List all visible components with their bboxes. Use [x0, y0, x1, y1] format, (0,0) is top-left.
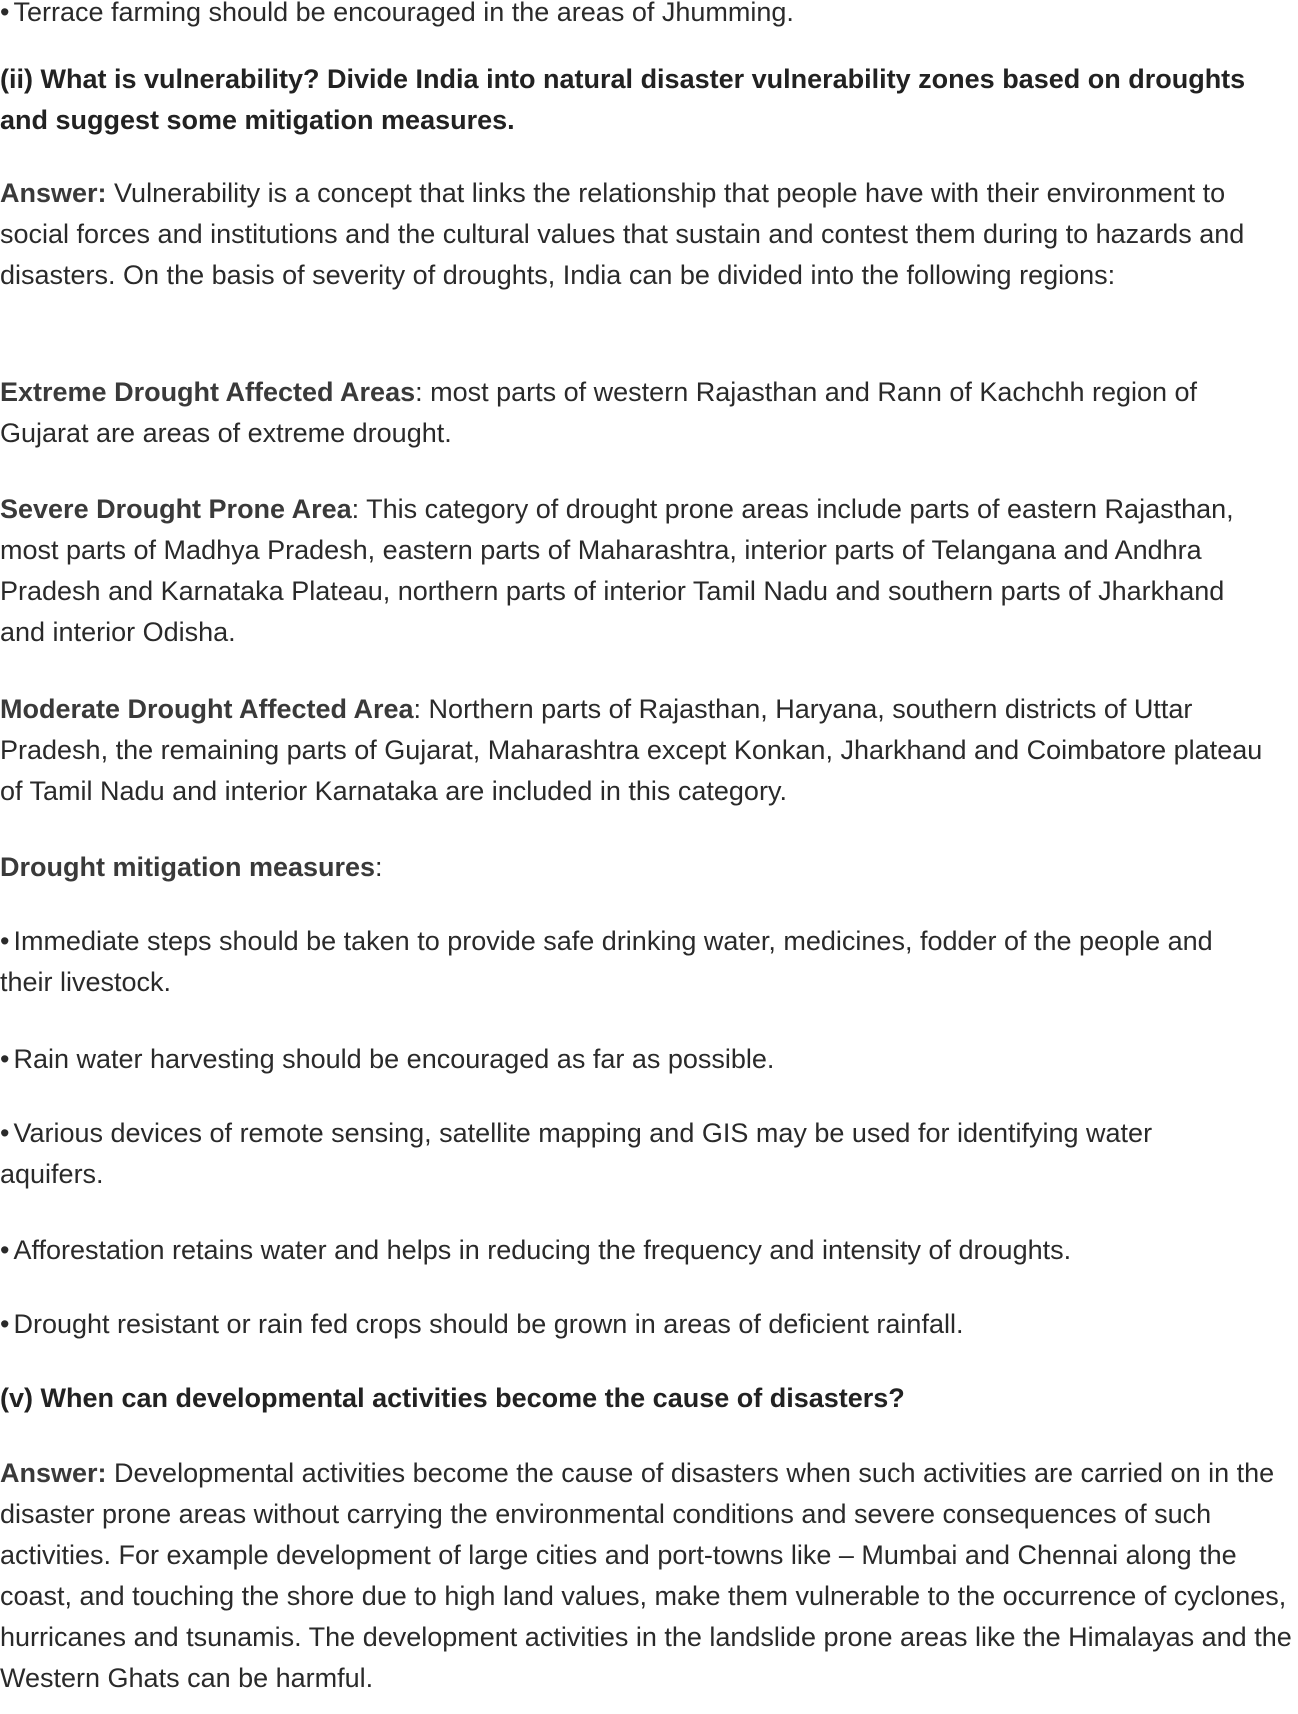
zone-severe-text: : This category of drought prone areas include parts of eastern Rajasthan, most parts of Madhya Pradesh, eastern parts of Maharashtra, interior parts of Telangana and Andhra Pradesh and Karnataka Plateau, northern parts of interior Tamil Nadu and southern parts of Jharkhand and interior Odisha.: [0, 494, 1234, 647]
intro-bullet-text: Terrace farming should be encouraged in the areas of Jhumming.: [13, 0, 794, 27]
mitigation-heading: [0, 847, 383, 888]
measure-item: [0, 1230, 1290, 1271]
answer-2: [0, 173, 1292, 296]
zone-moderate-label: Moderate Drought Affected Area: [0, 694, 414, 724]
bullet-icon: •: [0, 1044, 10, 1074]
zone-moderate: [0, 689, 1285, 812]
zone-extreme-label: Extreme Drought Affected Areas: [0, 377, 416, 407]
bullet-icon: •: [0, 0, 10, 27]
question-2: (ii) What is vulnerability? Divide India into natural disaster vulnerability zones based on droughts and suggest some mitigation measures.: [0, 64, 1246, 135]
measure-item-text: Various devices of remote sensing, satellite mapping and GIS may be used for identifying water aquifers.: [0, 1118, 1153, 1189]
answer-5-label: Answer:: [0, 1458, 107, 1488]
zone-severe-label: Severe Drought Prone Area: [0, 494, 352, 524]
measure-item-text: Immediate steps should be taken to provide safe drinking water, medicines, fodder of the people and their livestock.: [0, 926, 1213, 997]
measure-item: [0, 1113, 1240, 1195]
measure-item: [0, 1304, 1290, 1345]
bullet-icon: •: [0, 1309, 10, 1339]
answer-5-text: Developmental activities become the cause of disasters when such activities are carried on in the disaster prone areas without carrying the environmental conditions and severe consequences of such activities. For example development of large cities and port-towns like – Mumbai and Chennai along the coast, and touching the shore due to high land values, make them vulnerable to the occurrence of cyclones, hurricanes and tsunamis. The development activities in the landslide prone areas like the Himalayas and the Western Ghats can be harmful.: [0, 1458, 1292, 1693]
zone-extreme: [0, 372, 1260, 454]
mitigation-heading-colon: :: [375, 852, 383, 882]
bullet-icon: •: [0, 1118, 10, 1148]
question-5: (v) When can developmental activities become the cause of disasters?: [0, 1383, 905, 1413]
measure-item-text: Afforestation retains water and helps in reducing the frequency and intensity of droughts.: [13, 1235, 1072, 1265]
measure-item-text: Drought resistant or rain fed crops should be grown in areas of deficient rainfall.: [13, 1309, 964, 1339]
mitigation-heading-label: Drought mitigation measures: [0, 852, 376, 882]
zone-extreme-text: : most parts of western Rajasthan and Rann of Kachchh region of Gujarat are areas of extreme drought.: [0, 377, 1198, 448]
zone-severe: [0, 489, 1270, 653]
measure-item-text: Rain water harvesting should be encouraged as far as possible.: [13, 1044, 775, 1074]
bullet-icon: •: [0, 926, 10, 956]
intro-bullet: [0, 0, 794, 33]
answer-2-label: Answer:: [0, 178, 107, 208]
zone-moderate-text: : Northern parts of Rajasthan, Haryana, southern districts of Uttar Pradesh, the remaining parts of Gujarat, Maharashtra except Konkan, Jharkhand and Coimbatore plateau of Tamil Nadu and interior Karnataka are included in this category.: [0, 694, 1263, 806]
answer-5: [0, 1453, 1292, 1699]
measure-item: [0, 921, 1230, 1003]
measure-item: [0, 1039, 1230, 1080]
bullet-icon: •: [0, 1235, 10, 1265]
answer-2-text: Vulnerability is a concept that links the relationship that people have with their environment to social forces and institutions and the cultural values that sustain and contest them during to hazards and disasters. On the basis of severity of droughts, India can be divided into the following regions:: [0, 178, 1245, 290]
